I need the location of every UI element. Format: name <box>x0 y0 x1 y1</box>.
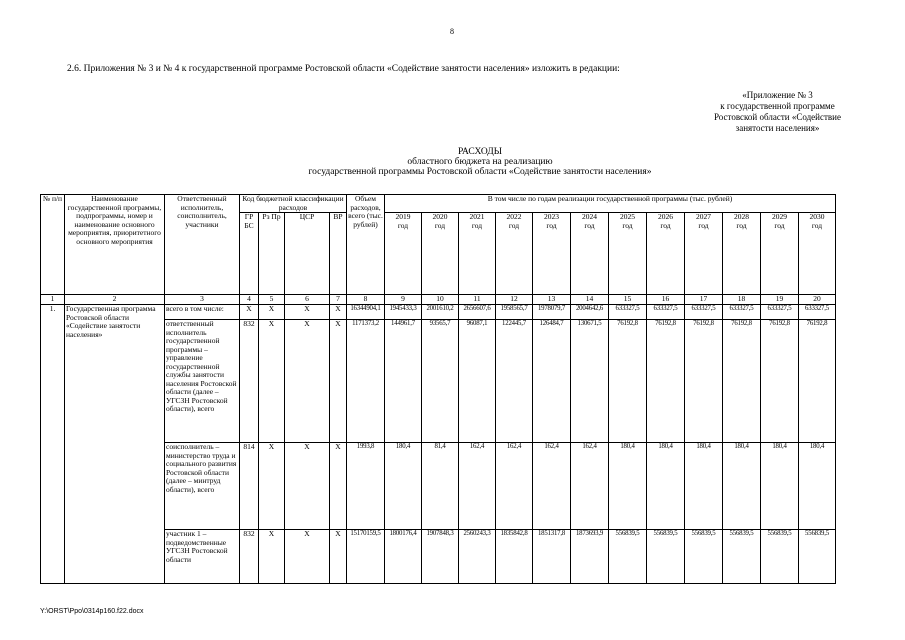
row-value: 93565,7 <box>422 320 459 443</box>
row-value: 556839,5 <box>647 530 685 584</box>
row-value: 1851317,8 <box>533 530 571 584</box>
column-number: 4 <box>240 295 259 305</box>
row-grbs: 832 <box>240 530 259 584</box>
row-value: 2001610,2 <box>422 305 459 320</box>
header-year-value: 2019 <box>395 212 411 221</box>
title-line: областного бюджета на реализацию <box>407 157 553 167</box>
header-year-2026 <box>647 213 685 295</box>
row-value: 130671,5 <box>571 320 609 443</box>
column-number: 16 <box>647 295 685 305</box>
row-executor: соисполнитель – министерство труда и социального развития Ростовской области (далее – минтруд области), всего <box>165 443 240 530</box>
row-value: 633327,5 <box>647 305 685 320</box>
column-number: 8 <box>347 295 385 305</box>
row-csr: X <box>285 320 330 443</box>
row-value: 126484,7 <box>533 320 571 443</box>
header-year-value: 2023 <box>544 212 559 221</box>
header-grbs: ГР БС <box>240 213 259 295</box>
row-value: 180,4 <box>723 443 761 530</box>
header-csr: ЦСР <box>285 213 330 295</box>
header-year-2027 <box>685 213 723 295</box>
row-value: 556839,5 <box>685 530 723 584</box>
header-year-2019 <box>385 213 422 295</box>
row-value: 1873693,9 <box>571 530 609 584</box>
row-rzpr: X <box>259 530 285 584</box>
row-vr: X <box>330 443 347 530</box>
page-number: 8 <box>450 27 454 36</box>
row-value: 76192,8 <box>647 320 685 443</box>
row-value: 76192,8 <box>685 320 723 443</box>
row-value: 180,4 <box>609 443 647 530</box>
row-csr: X <box>285 305 330 320</box>
header-year-suffix: год <box>508 220 520 230</box>
row-value: 162,4 <box>571 443 609 530</box>
column-number: 10 <box>422 295 459 305</box>
header-year-suffix: год <box>397 220 409 230</box>
appendix-line: Ростовской области «Содействие <box>714 112 841 122</box>
document-title <box>200 147 760 177</box>
header-year-2028 <box>723 213 761 295</box>
row-grbs: 832 <box>240 320 259 443</box>
header-name: Наименование государственной программы, подпрограммы, номер и наименование основного мероприятия, приоритетного основного мероприятия <box>65 195 165 295</box>
row-value: 1835842,8 <box>496 530 533 584</box>
column-number: 7 <box>330 295 347 305</box>
row-value: 162,4 <box>533 443 571 530</box>
header-year-value: 2028 <box>734 212 749 221</box>
header-year-suffix: год <box>471 220 483 230</box>
row-value: 1907848,3 <box>422 530 459 584</box>
column-number: 18 <box>723 295 761 305</box>
header-year-value: 2027 <box>696 212 711 221</box>
row-value: 556839,5 <box>761 530 799 584</box>
row-value: 1945433,3 <box>385 305 422 320</box>
row-value: 633327,5 <box>685 305 723 320</box>
column-number: 3 <box>165 295 240 305</box>
appendix-line: занятости населения» <box>735 123 820 133</box>
row-value: 556839,5 <box>609 530 647 584</box>
appendix-reference <box>690 90 865 134</box>
header-year-2025 <box>609 213 647 295</box>
header-budget-code: Код бюджетной классификации расходов <box>240 195 347 213</box>
header-year-suffix: год <box>736 220 747 230</box>
row-value: 144961,7 <box>385 320 422 443</box>
header-volume: Объем расходов, всего (тыс. рублей) <box>347 195 385 295</box>
row-total: 15170159,5 <box>347 530 385 584</box>
row-value: 180,4 <box>385 443 422 530</box>
column-number: 1 <box>41 295 65 305</box>
header-year-suffix: год <box>434 220 446 230</box>
row-total: 1171373,2 <box>347 320 385 443</box>
header-year-2024 <box>571 213 609 295</box>
row-value: 1800176,4 <box>385 530 422 584</box>
program-num: 1. <box>41 305 65 584</box>
row-value: 76192,8 <box>761 320 799 443</box>
column-number: 15 <box>609 295 647 305</box>
row-value: 96087,1 <box>459 320 496 443</box>
row-value: 633327,5 <box>799 305 836 320</box>
column-number: 19 <box>761 295 799 305</box>
header-year-suffix: год <box>660 220 671 230</box>
row-value: 81,4 <box>422 443 459 530</box>
row-value: 633327,5 <box>723 305 761 320</box>
row-value: 180,4 <box>799 443 836 530</box>
header-vr: ВР <box>330 213 347 295</box>
row-value: 1978079,7 <box>533 305 571 320</box>
row-executor: всего в том числе: <box>165 305 240 320</box>
header-year-value: 2022 <box>506 212 522 221</box>
row-grbs: X <box>240 305 259 320</box>
header-years-group: В том числе по годам реализации государственной программы (тыс. рублей) <box>385 195 836 213</box>
column-number: 20 <box>799 295 836 305</box>
row-value: 76192,8 <box>799 320 836 443</box>
row-value: 633327,5 <box>761 305 799 320</box>
row-value: 2004642,6 <box>571 305 609 320</box>
title-line: государственной программы Ростовской области «Содействие занятости населения» <box>308 167 652 177</box>
header-year-suffix: год <box>584 220 595 230</box>
appendix-line: к государственной программе <box>720 101 835 111</box>
header-year-2020 <box>422 213 459 295</box>
header-year-suffix: год <box>698 220 709 230</box>
row-csr: X <box>285 530 330 584</box>
row-value: 76192,8 <box>609 320 647 443</box>
column-number: 14 <box>571 295 609 305</box>
row-value: 122445,7 <box>496 320 533 443</box>
header-year-2029 <box>761 213 799 295</box>
row-value: 162,4 <box>496 443 533 530</box>
row-value: 162,4 <box>459 443 496 530</box>
row-value: 180,4 <box>685 443 723 530</box>
row-total: 16344904,1 <box>347 305 385 320</box>
header-year-value: 2025 <box>620 212 635 221</box>
row-rzpr: X <box>259 320 285 443</box>
header-year-value: 2021 <box>469 212 485 221</box>
row-vr: X <box>330 305 347 320</box>
column-number: 12 <box>496 295 533 305</box>
column-number: 6 <box>285 295 330 305</box>
expenses-table <box>40 194 836 584</box>
header-year-2021 <box>459 213 496 295</box>
row-vr: X <box>330 320 347 443</box>
appendix-line: «Приложение № 3 <box>742 90 813 100</box>
file-path-footer: Y:\ORST\Ppo\0314p160.f22.docx <box>40 608 144 615</box>
row-value: 556839,5 <box>799 530 836 584</box>
header-year-suffix: год <box>774 220 785 230</box>
row-value: 633327,5 <box>609 305 647 320</box>
row-executor: ответственный исполнитель государственной программы – управление государственной службы занятости населения Ростовской области (далее – УГСЗН Ростовской области), всего <box>165 320 240 443</box>
column-number: 13 <box>533 295 571 305</box>
header-year-value: 2030 <box>809 212 825 221</box>
row-value: 180,4 <box>761 443 799 530</box>
header-year-value: 2029 <box>772 212 787 221</box>
intro-paragraph: 2.6. Приложения № 3 и № 4 к государственной программе Ростовской области «Содействие занятости населения» изложить в редакции: <box>67 64 620 74</box>
row-executor: участник 1 – подведомственные УГСЗН Ростовской области <box>165 530 240 584</box>
column-number: 2 <box>65 295 165 305</box>
row-value: 2560243,3 <box>459 530 496 584</box>
row-vr: X <box>330 530 347 584</box>
header-year-2030 <box>799 213 836 295</box>
row-value: 2656607,6 <box>459 305 496 320</box>
row-value: 1958565,7 <box>496 305 533 320</box>
row-value: 556839,5 <box>723 530 761 584</box>
column-number: 17 <box>685 295 723 305</box>
header-executor: Ответственный исполнитель, соисполнитель, участники <box>165 195 240 295</box>
row-grbs: 814 <box>240 443 259 530</box>
header-year-2022 <box>496 213 533 295</box>
header-year-2023 <box>533 213 571 295</box>
header-num: № п/п <box>41 195 65 295</box>
program-name: Государственная программа Ростовской области «Содействие занятости населения» <box>65 305 165 584</box>
column-number: 5 <box>259 295 285 305</box>
header-year-value: 2024 <box>582 212 597 221</box>
header-rzpr: Рз Пр <box>259 213 285 295</box>
header-year-value: 2020 <box>432 212 448 221</box>
title-line: РАСХОДЫ <box>457 147 503 157</box>
header-year-value: 2026 <box>658 212 673 221</box>
header-year-suffix: год <box>811 220 823 230</box>
header-year-suffix: год <box>622 220 633 230</box>
row-rzpr: X <box>259 305 285 320</box>
row-csr: X <box>285 443 330 530</box>
header-year-suffix: год <box>546 220 557 230</box>
row-value: 76192,8 <box>723 320 761 443</box>
column-number: 11 <box>459 295 496 305</box>
column-number: 9 <box>385 295 422 305</box>
row-total: 1993,8 <box>347 443 385 530</box>
row-value: 180,4 <box>647 443 685 530</box>
row-rzpr: X <box>259 443 285 530</box>
